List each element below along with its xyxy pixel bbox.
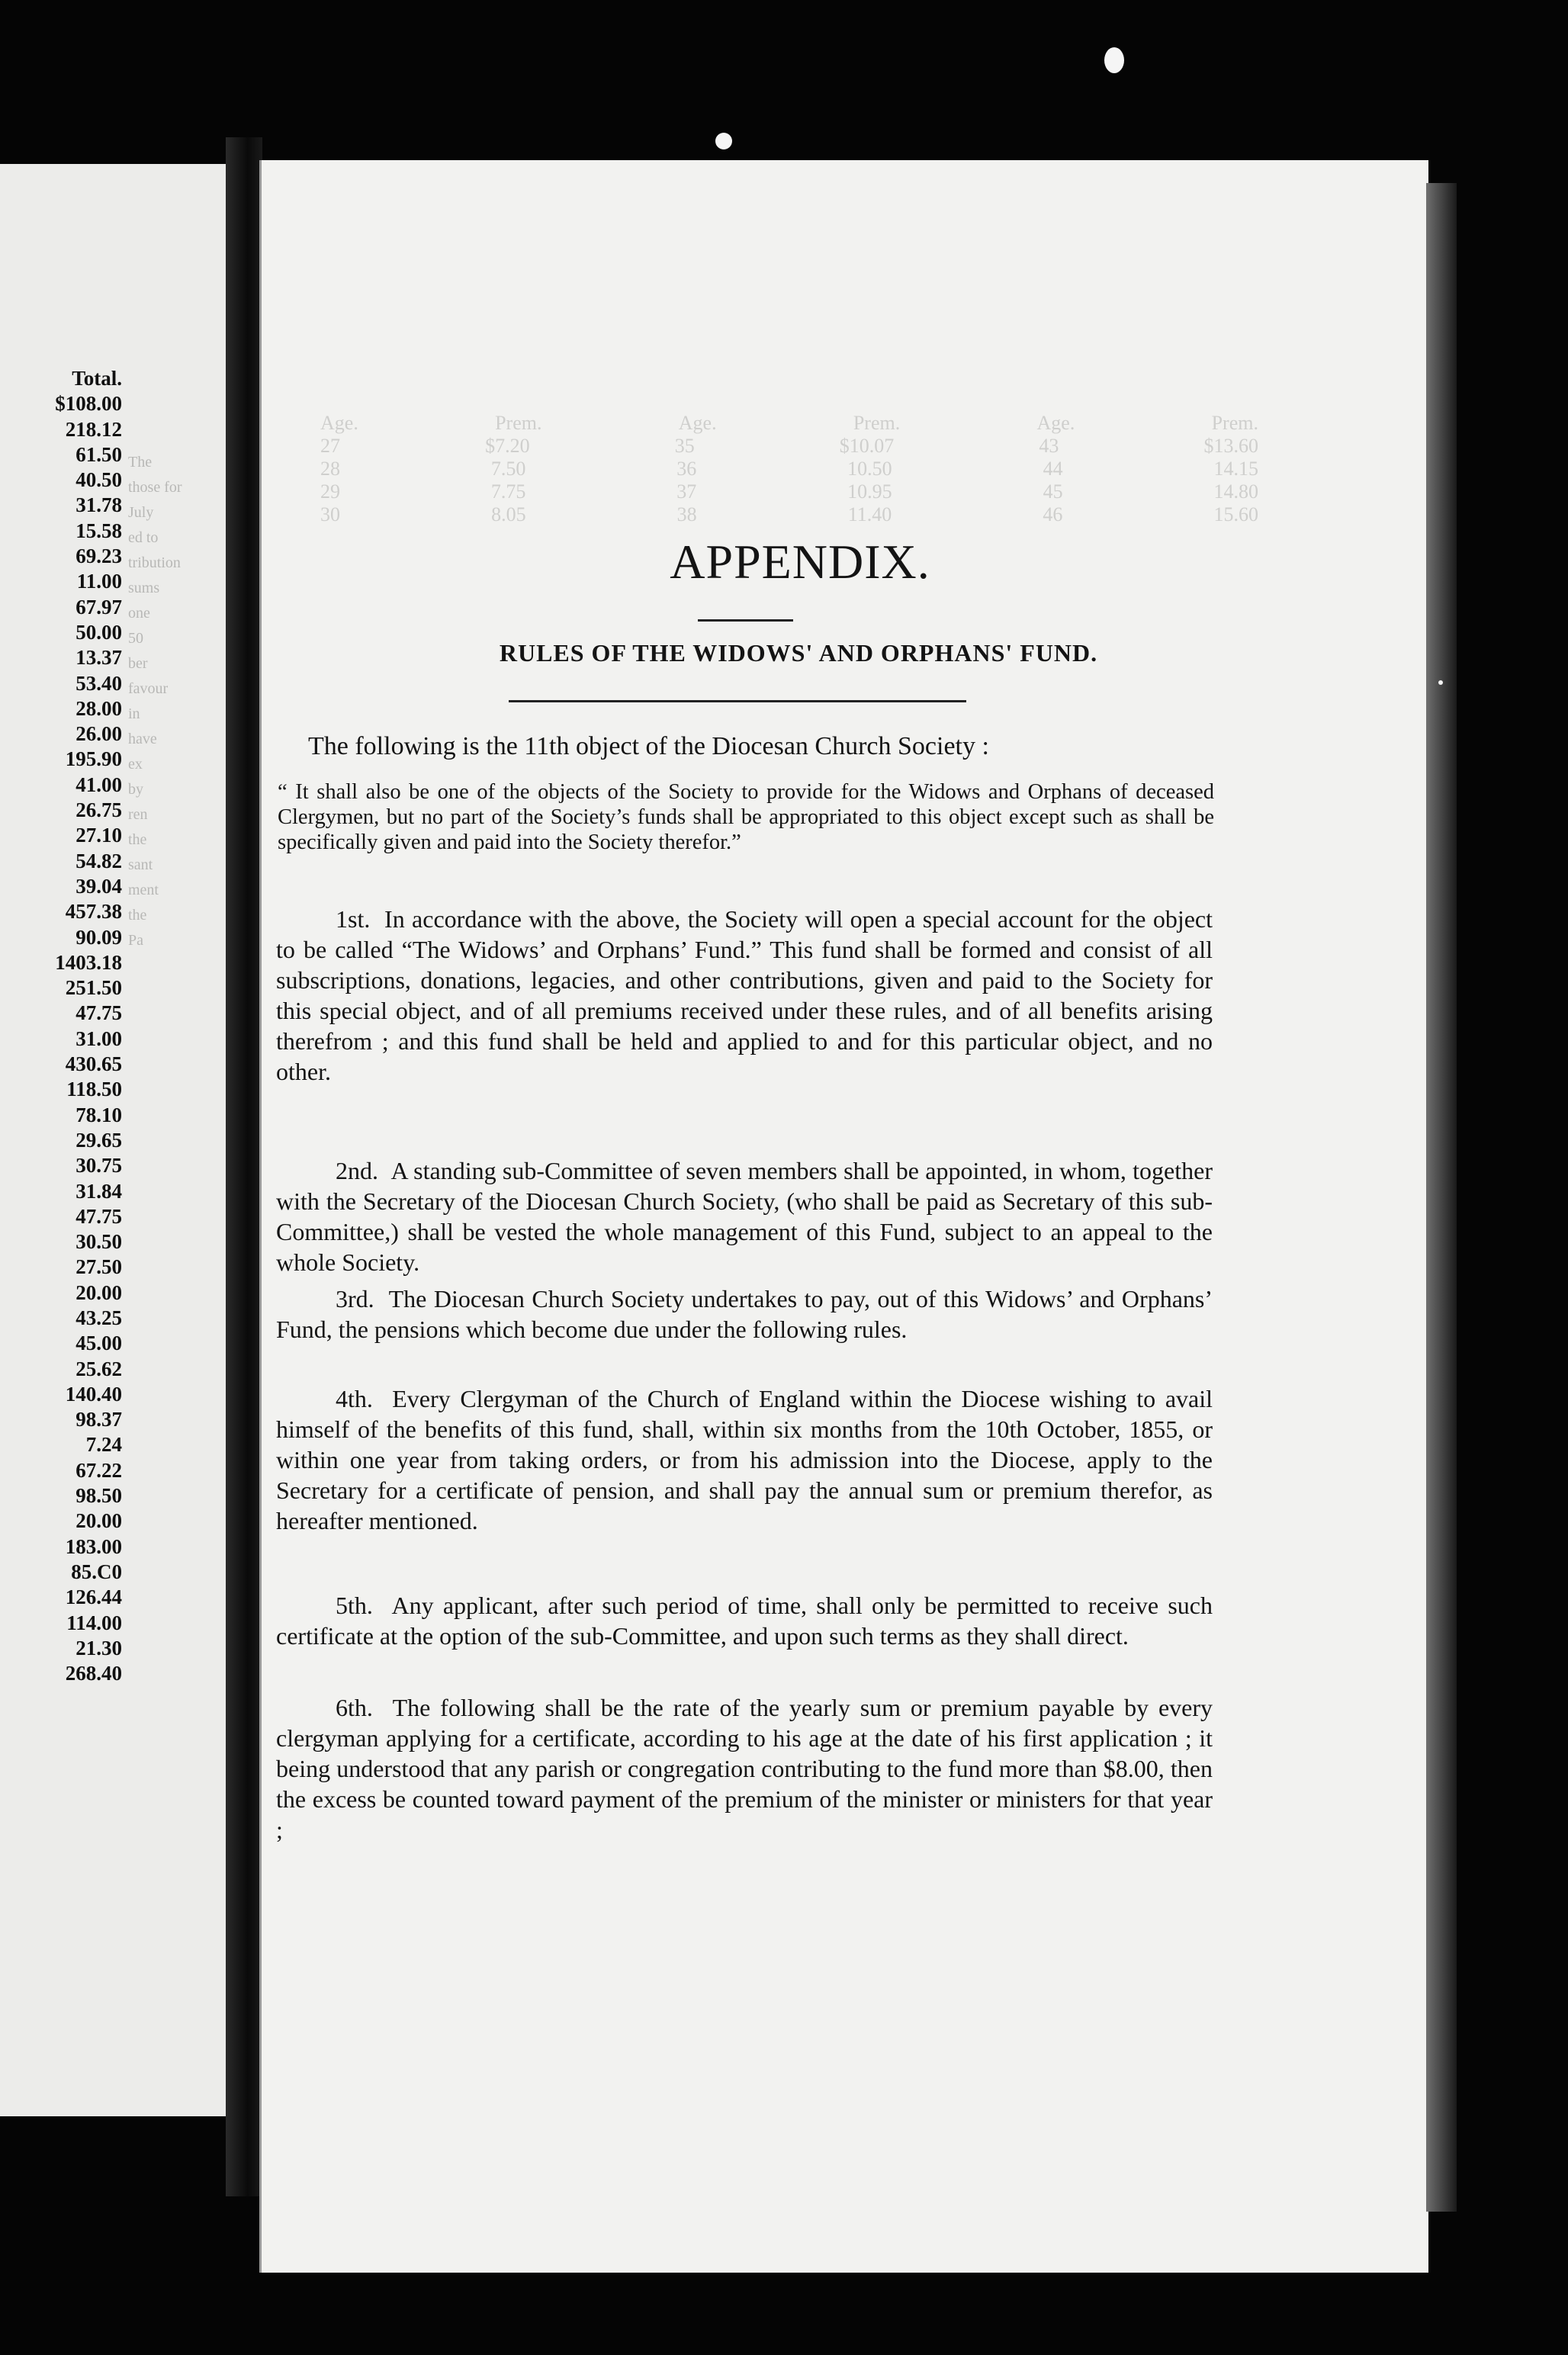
dust-speck [715, 133, 732, 149]
total-value: 15.58 [76, 519, 122, 542]
total-value: 140.40 [65, 1382, 122, 1406]
heading-rule [509, 700, 966, 702]
total-value: 67.22 [76, 1458, 122, 1482]
total-value: 39.04 [76, 874, 122, 898]
total-value: 20.00 [76, 1280, 122, 1304]
total-value: 90.09 [76, 925, 122, 949]
rule-text: The following shall be the rate of the yearly sum or premium payable by every clergyman applying for a certificate, according to his age at the date of his first application ; it being understood that any parish or congregation contributing to the fund more than $8.00, then the excess be counted toward payment of the premium of the minister or ministers for that year ; [276, 1694, 1213, 1843]
page-title: APPENDIX. [670, 535, 930, 589]
total-value: 430.65 [65, 1052, 122, 1076]
quoted-object: “ It shall also be one of the objects of the Society to provide for the Widows and Orphans of deceased Clergymen, but no part of the Society’s funds shall be appropriated to this object except such as shall be specifically given and paid into the Society therefor.” [278, 780, 1214, 854]
total-value: 126.44 [65, 1586, 122, 1609]
total-value: 78.10 [76, 1103, 122, 1126]
rule-paragraph-6 [276, 1692, 1213, 1845]
total-value: 218.12 [65, 417, 122, 441]
bleed-through-table: Age. Prem. Age. Prem. Age. Prem. 27 $7.20 35 $10.07 43 $13.60 28 7.50 36 10.50 44 14.15 29 7.75 37 10.95 45 14.80 30 8.05 38 11.40 46 15.60 [320, 412, 1258, 525]
total-value: 251.50 [65, 976, 122, 1000]
total-value: 69.23 [76, 545, 122, 568]
total-value: 25.62 [76, 1357, 122, 1380]
rule-text: Any applicant, after such period of time, shall only be permitted to receive such certificate at the option of the sub-Committee, and upon such terms as they shall direct. [276, 1592, 1213, 1650]
total-value: 29.65 [76, 1128, 122, 1152]
rule-number: 1st. [336, 905, 371, 933]
rule-number: 3rd. [336, 1285, 374, 1312]
total-value: 47.75 [76, 1204, 122, 1228]
totals-header: Total. [72, 367, 122, 390]
total-value: 53.40 [76, 671, 122, 695]
book-gutter [226, 137, 262, 2196]
total-value: 183.00 [65, 1534, 122, 1558]
total-value: 11.00 [76, 570, 122, 593]
total-value: 195.90 [65, 747, 122, 771]
total-value: 50.00 [76, 620, 122, 644]
totals-column [6, 366, 122, 1686]
rule-paragraph-3 [276, 1284, 1213, 1345]
total-value: 98.50 [76, 1484, 122, 1508]
total-value: 54.82 [76, 849, 122, 872]
total-value: 31.00 [76, 1026, 122, 1050]
total-value: 13.37 [76, 646, 122, 670]
rule-number: 6th. [336, 1694, 373, 1721]
total-value: 27.10 [76, 824, 122, 847]
rule-text: A standing sub-Committee of seven members shall be appointed, in whom, together with the Secretary of the Diocesan Church Society, (who shall be paid as Secretary of this sub-Committee,) shall be vested the whole management of this Fund, subject to an appeal to the whole Society. [276, 1157, 1213, 1276]
total-value: 43.25 [76, 1306, 122, 1329]
rule-text: In accordance with the above, the Society will open a special account for the object to be called “The Widows’ and Orphans’ Fund.” This fund shall be formed and consist of all subscriptions, donations, legacies, and other contributions, given and paid to the Society for this special object, and of all premiums received under these rules, and of all benefits arising therefrom ; and this fund shall be held and applied to and for this particular object, and no other. [276, 905, 1213, 1085]
rule-paragraph-5 [276, 1590, 1213, 1651]
rule-paragraph-1 [276, 904, 1213, 1087]
total-value: 31.78 [76, 493, 122, 517]
total-value: 47.75 [76, 1001, 122, 1025]
total-value: 20.00 [76, 1509, 122, 1533]
rule-text: Every Clergyman of the Church of England within the Diocese wishing to avail himself of the benefits of this fund, shall, within six months from the 10th October, 1855, or within one year from taking orders, or from his admission into the Diocese, apply to the Secretary for a certificate of pension, and shall pay the annual sum or premium therefor, as hereafter mentioned. [276, 1385, 1213, 1534]
rule-text: The Diocesan Church Society undertakes to pay, out of this Widows’ and Orphans’ Fund, the pensions which become due under the following rules. [276, 1285, 1213, 1343]
dust-speck [1104, 47, 1124, 73]
total-value: 85.C0 [71, 1560, 122, 1583]
total-value: 118.50 [66, 1078, 122, 1101]
total-value: 268.40 [65, 1662, 122, 1685]
rule-number: 2nd. [336, 1157, 378, 1184]
rule-number: 4th. [336, 1385, 373, 1412]
total-value: 28.00 [76, 696, 122, 720]
total-value: 7.24 [85, 1433, 122, 1457]
page-edge-shadow [1426, 183, 1457, 2212]
total-value: 31.84 [76, 1179, 122, 1203]
total-value: 67.97 [76, 595, 122, 618]
total-value: 21.30 [76, 1636, 122, 1659]
total-value: 457.38 [65, 900, 122, 924]
section-heading: RULES OF THE WIDOWS' AND ORPHANS' FUND. [499, 639, 1098, 667]
total-value: $108.00 [55, 392, 122, 416]
lead-sentence: The following is the 11th object of the Diocesan Church Society : [308, 732, 989, 760]
total-value: 114.00 [66, 1611, 122, 1634]
total-value: 98.37 [76, 1408, 122, 1431]
dust-speck [1438, 680, 1443, 685]
total-value: 61.50 [76, 442, 122, 466]
rule-number: 5th. [336, 1592, 373, 1619]
total-value: 1403.18 [55, 950, 122, 974]
left-page-bleed-through: The those for July ed to tribution sums one 50 ber favour in have ex by ren the sant ment the Pa [128, 454, 182, 949]
title-rule [698, 619, 793, 622]
total-value: 26.75 [76, 798, 122, 822]
rule-paragraph-4 [276, 1383, 1213, 1536]
total-value: 26.00 [76, 722, 122, 746]
total-value: 45.00 [76, 1332, 122, 1355]
total-value: 27.50 [76, 1255, 122, 1279]
total-value: 30.50 [76, 1230, 122, 1254]
total-value: 41.00 [76, 773, 122, 796]
total-value: 30.75 [76, 1154, 122, 1178]
rule-paragraph-2 [276, 1155, 1213, 1277]
total-value: 40.50 [76, 468, 122, 492]
